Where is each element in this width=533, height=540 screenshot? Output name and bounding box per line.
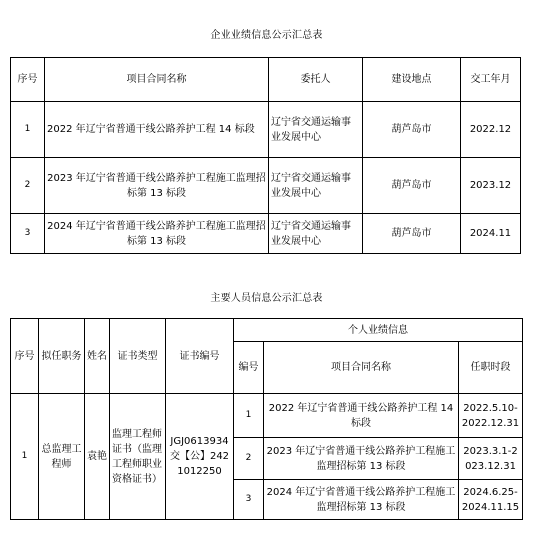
table-row xyxy=(11,102,521,158)
header-period: 任职时段 xyxy=(459,342,523,394)
row-project: 2023 年辽宁省普通干线公路养护工程施工监理招标第 13 标段 xyxy=(45,158,269,214)
header-cert-type: 证书类型 xyxy=(110,319,166,394)
personnel-table-title: 主要人员信息公示汇总表 xyxy=(210,293,323,304)
row-location: 葫芦岛市 xyxy=(363,102,461,158)
header-location: 建设地点 xyxy=(363,58,461,102)
row-location: 葫芦岛市 xyxy=(363,158,461,214)
enterprise-header-row xyxy=(11,58,521,102)
personnel-header-row-1 xyxy=(11,319,523,342)
record-no: 2 xyxy=(234,438,264,480)
record-period: 2023.3.1-2023.12.31 xyxy=(459,438,523,480)
row-seq: 1 xyxy=(11,102,45,158)
record-no: 1 xyxy=(234,394,264,438)
header-seq: 序号 xyxy=(11,319,39,394)
row-project: 2024 年辽宁省普通干线公路养护工程施工监理招标第 13 标段 xyxy=(45,214,269,254)
header-position: 拟任职务 xyxy=(39,319,85,394)
record-no: 3 xyxy=(234,480,264,520)
row-project: 2022 年辽宁省普通干线公路养护工程 14 标段 xyxy=(45,102,269,158)
row-client: 辽宁省交通运输事业发展中心 xyxy=(269,214,363,254)
person-cert-type: 监理工程师证书（监理工程师职业资格证书） xyxy=(110,394,166,520)
person-seq: 1 xyxy=(11,394,39,520)
row-year: 2024.11 xyxy=(461,214,521,254)
header-cert-no: 证书编号 xyxy=(166,319,234,394)
row-seq: 3 xyxy=(11,214,45,254)
record-period: 2024.6.25-2024.11.15 xyxy=(459,480,523,520)
row-client: 辽宁省交通运输事业发展中心 xyxy=(269,158,363,214)
table-row xyxy=(11,394,523,438)
enterprise-performance-table xyxy=(10,57,521,254)
row-client: 辽宁省交通运输事业发展中心 xyxy=(269,102,363,158)
header-name: 姓名 xyxy=(85,319,110,394)
row-year: 2023.12 xyxy=(461,158,521,214)
header-project: 项目合同名称 xyxy=(45,58,269,102)
header-client: 委托人 xyxy=(269,58,363,102)
table-row xyxy=(11,214,521,254)
person-position: 总监理工程师 xyxy=(39,394,85,520)
header-year: 交工年月 xyxy=(461,58,521,102)
personnel-table xyxy=(10,318,523,520)
header-seq: 序号 xyxy=(11,58,45,102)
person-cert-no: JGJ0613934交【公】2421012250 xyxy=(166,394,234,520)
person-name: 袁艳 xyxy=(85,394,110,520)
header-record-project: 项目合同名称 xyxy=(264,342,459,394)
header-personal-performance: 个人业绩信息 xyxy=(234,319,523,342)
record-project: 2022 年辽宁省普通干线公路养护工程 14 标段 xyxy=(264,394,459,438)
record-project: 2023 年辽宁省普通干线公路养护工程施工监理招标第 13 标段 xyxy=(264,438,459,480)
record-project: 2024 年辽宁省普通干线公路养护工程施工监理招标第 13 标段 xyxy=(264,480,459,520)
header-record-no: 编号 xyxy=(234,342,264,394)
enterprise-table-title: 企业业绩信息公示汇总表 xyxy=(210,30,323,41)
record-period: 2022.5.10-2022.12.31 xyxy=(459,394,523,438)
row-seq: 2 xyxy=(11,158,45,214)
table-row xyxy=(11,158,521,214)
row-year: 2022.12 xyxy=(461,102,521,158)
row-location: 葫芦岛市 xyxy=(363,214,461,254)
